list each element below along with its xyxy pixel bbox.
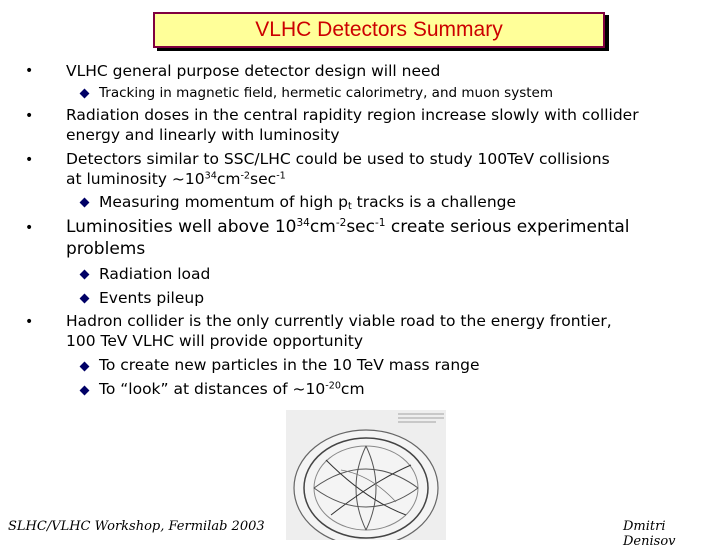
bullet-1: VLHC general purpose detector design will need bbox=[66, 62, 441, 80]
diamond-bullet-icon bbox=[80, 294, 90, 304]
diamond-bullet-icon bbox=[80, 89, 90, 99]
detector-drawing-icon bbox=[286, 410, 446, 540]
bullet-dot-icon: • bbox=[25, 63, 34, 79]
bullet-2-line-1: Radiation doses in the central rapidity region increase slowly with collider bbox=[66, 106, 639, 124]
bullet-5-1: To create new particles in the 10 TeV mass range bbox=[99, 356, 480, 374]
bullet-3-1: Measuring momentum of high $p_t$ tracks is a challenge bbox=[99, 193, 517, 212]
bullet-5-line-2: 100 TeV VLHC will provide opportunity bbox=[66, 332, 364, 350]
bullet-2-line-2: energy and linearly with luminosity bbox=[66, 126, 340, 144]
diamond-bullet-icon bbox=[80, 198, 90, 208]
bullet-5-2: To “look” at distances of $\sim 10^{-20}cm$ bbox=[99, 380, 365, 398]
diamond-bullet-icon bbox=[80, 386, 90, 396]
bullet-dot-icon: • bbox=[25, 108, 34, 124]
bullet-4-2: Events pileup bbox=[99, 289, 205, 307]
diamond-bullet-icon bbox=[80, 362, 90, 372]
footer-workshop: SLHC/VLHC Workshop, Fermilab 2003 bbox=[8, 519, 265, 534]
bullet-dot-icon: • bbox=[25, 152, 34, 168]
bullet-3-line-2: at luminosity $\sim 10^{34}cm^{-2}\sec^{-1}$ bbox=[66, 170, 286, 188]
bullet-4-1: Radiation load bbox=[99, 265, 211, 283]
bullet-1-1: Tracking in magnetic field, hermetic calorimetry, and muon system bbox=[99, 85, 553, 101]
bullet-5-line-1: Hadron collider is the only currently viable road to the energy frontier, bbox=[66, 312, 612, 330]
detector-event-display-image bbox=[286, 410, 446, 540]
title-box bbox=[153, 12, 605, 48]
bullet-dot-icon: • bbox=[25, 220, 34, 236]
diamond-bullet-icon bbox=[80, 270, 90, 280]
footer-author: Dmitri Denisov bbox=[623, 519, 676, 549]
bullet-dot-icon: • bbox=[25, 314, 34, 330]
slide-title: VLHC Detectors Summary bbox=[255, 18, 503, 41]
bullet-3-line-1: Detectors similar to SSC/LHC could be used to study 100TeV collisions bbox=[66, 150, 610, 168]
bullet-4-line-2: problems bbox=[66, 239, 146, 259]
bullet-4-line-1: Luminosities well above $10^{34}cm^{-2}\sec^{-1}$ create serious experimental bbox=[66, 217, 630, 237]
